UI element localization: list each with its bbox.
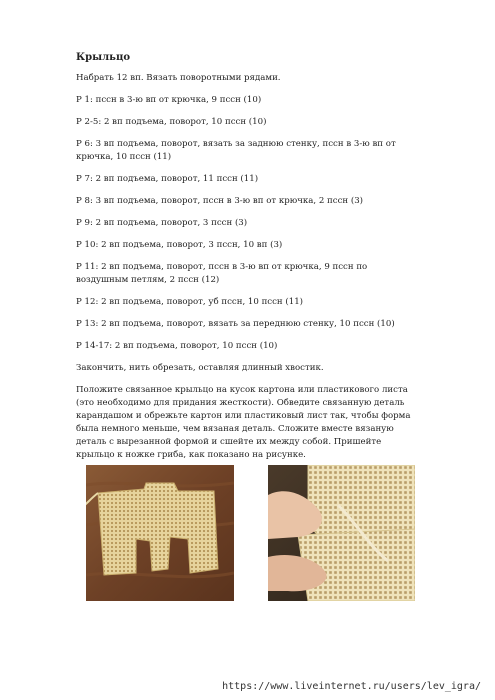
document-content bbox=[76, 52, 421, 471]
paragraph: Р 14-17: 2 вп подъема, поворот, 10 пссн (10) bbox=[76, 341, 278, 351]
photo-knitted-porch-flat bbox=[86, 465, 234, 601]
paragraph: Р 7: 2 вп подъема, поворот, 11 пссн (11) bbox=[76, 174, 259, 184]
paragraph: Закончить, нить обрезать, оставляя длинный хвостик. bbox=[76, 363, 324, 373]
paragraph: Р 6: 3 вп подъема, поворот, вязать за заднюю стенку, пссн в 3-ю вп от крючка, 10 пссн (11) bbox=[76, 139, 396, 162]
paragraph: Р 9: 2 вп подъема, поворот, 3 пссн (3) bbox=[76, 218, 248, 228]
paragraph: Р 11: 2 вп подъема, поворот, пссн в 3-ю вп от крючка, 9 пссн по воздушным петлям, 2 пссн (12) bbox=[76, 262, 368, 285]
paragraph: Р 13: 2 вп подъема, поворот, вязать за переднюю стенку, 10 пссн (10) bbox=[76, 319, 395, 329]
paragraph: Набрать 12 вп. Вязать поворотными рядами. bbox=[76, 73, 281, 83]
photo-row bbox=[86, 465, 416, 601]
paragraph: Положите связанное крыльцо на кусок картона или пластикового листа (это необходимо для придания жесткости). Обведите связанную деталь карандашом и обрежьте картон или пластиковый лист так, чтобы форма была немного меньше, чем вязаная деталь. Сложите вместе вязаную деталь с вырезанной формой и сшейте их между собой. Пришейте крыльцо к ножке гриба, как показано на рисунке. bbox=[76, 385, 411, 460]
section-title: Крыльцо bbox=[76, 52, 131, 63]
paragraph: Р 10: 2 вп подъема, поворот, 3 пссн, 10 вп (3) bbox=[76, 240, 283, 250]
paragraph: Р 1: пссн в 3-ю вп от крючка, 9 пссн (10) bbox=[76, 95, 262, 105]
paragraph: Р 8: 3 вп подъема, поворот, пссн в 3-ю вп от крючка, 2 пссн (3) bbox=[76, 196, 364, 206]
photo-porch-sewing bbox=[268, 465, 415, 601]
source-url[interactable]: https://www.liveinternet.ru/users/lev_igra/ bbox=[222, 681, 481, 692]
paragraph: Р 12: 2 вп подъема, поворот, уб пссн, 10 пссн (11) bbox=[76, 297, 304, 307]
paragraph: Р 2-5: 2 вп подъема, поворот, 10 пссн (10) bbox=[76, 117, 267, 127]
